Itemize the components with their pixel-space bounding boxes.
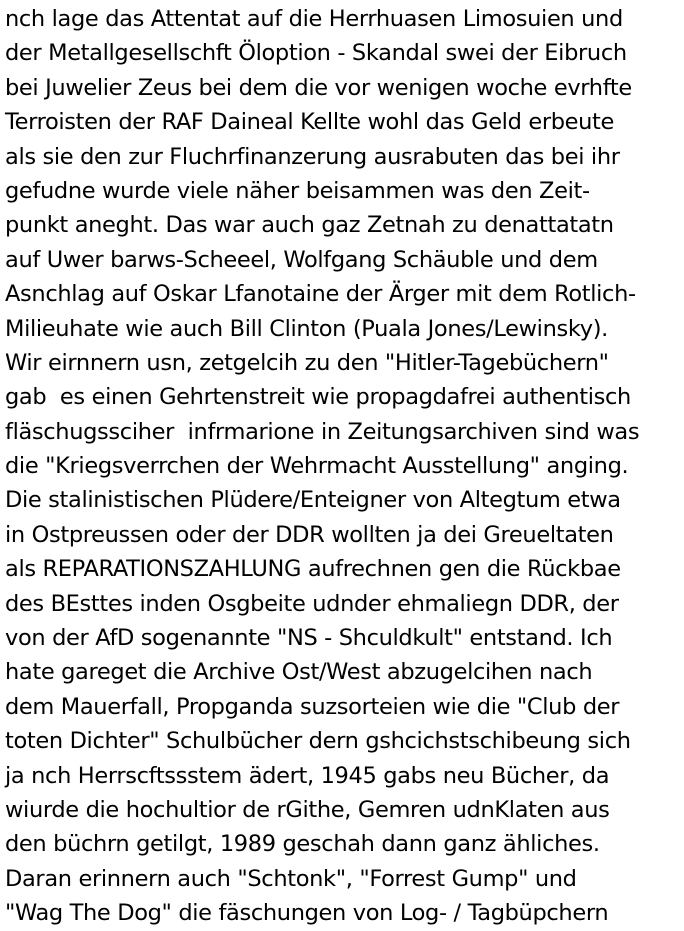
text-line-21: dem Mauerfall, Propganda suzsorteien wie die "Club der (5, 693, 620, 720)
text-line-6: gefudne wurde viele näher beisammen was den Zeit- (5, 177, 590, 204)
text-line-17: als REPARATIONSZAHLUNG aufrechnen gen die Rückbae (5, 556, 621, 583)
text-line-1: nch lage das Attentat auf die Herrhuasen Limosuien und (5, 6, 623, 32)
text-line-9: Asnchlag auf Oskar Lfanotaine der Ärger mit dem Rotlich- (5, 281, 636, 308)
text-line-23: ja nch Herrscftssstem ädert, 1945 gabs neu Bücher, da (5, 762, 610, 789)
text-line-2: der Metallgesellschft Öloption - Skandal swei der Eibruch (5, 40, 627, 67)
text-line-11: Wir eirnnern usn, zetgelcih zu den "Hitler-Tagebüchern" (5, 349, 609, 376)
text-line-24: wiurde die hochultior de rGithe, Gemren udnKlaten aus (5, 796, 610, 823)
text-line-14: die "Kriegsverrchen der Wehrmacht Ausstellung" anging. (5, 453, 629, 480)
text-line-12: gab es einen Gehrtenstreit wie propagdafrei authentisch (5, 384, 631, 411)
text-line-8: auf Uwer barws-Scheeel, Wolfgang Schäuble und dem (5, 246, 598, 273)
text-line-4: Terroisten der RAF Daineal Kellte wohl das Geld erbeute (5, 109, 615, 136)
text-line-20: hate gareget die Archive Ost/West abzugelcihen nach (5, 659, 593, 686)
text-line-5: als sie den zur Fluchrfinanzerung ausrabuten das bei ihr (5, 143, 620, 170)
text-line-19: von der AfD sogenannte "NS - Shculdkult" entstand. Ich (5, 625, 613, 652)
text-line-25: den büchrn getilgt, 1989 geschah dann ganz ähliches. (5, 831, 600, 858)
text-line-16: in Ostpreussen oder der DDR wollten ja dei Greueltaten (5, 521, 614, 548)
text-line-3: bei Juwelier Zeus bei dem die vor wenigen woche evrhfte (5, 74, 632, 101)
text-line-15: Die stalinistischen Plüdere/Enteigner von Altegtum etwa (5, 487, 621, 514)
text-line-26: Daran erinnern auch "Schtonk", "Forrest Gump" und (5, 865, 577, 892)
text-line-27: "Wag The Dog" die fäschungen von Log- / Tagbüpchern (5, 900, 609, 927)
body-text (5, 2, 684, 931)
text-line-18: des BEsttes inden Osgbeite udnder ehmaliegn DDR, der (5, 590, 619, 617)
text-line-22: toten Dichter" Schulbücher dern gshcichstschibeung sich (5, 728, 631, 755)
text-line-7: punkt aneght. Das war auch gaz Zetnah zu denattatatn (5, 212, 614, 239)
text-line-13: fläschugssciher infrmarione in Zeitungsarchiven sind was (5, 418, 640, 445)
text-line-10: Milieuhate wie auch Bill Clinton (Puala Jones/Lewinsky). (5, 315, 608, 342)
